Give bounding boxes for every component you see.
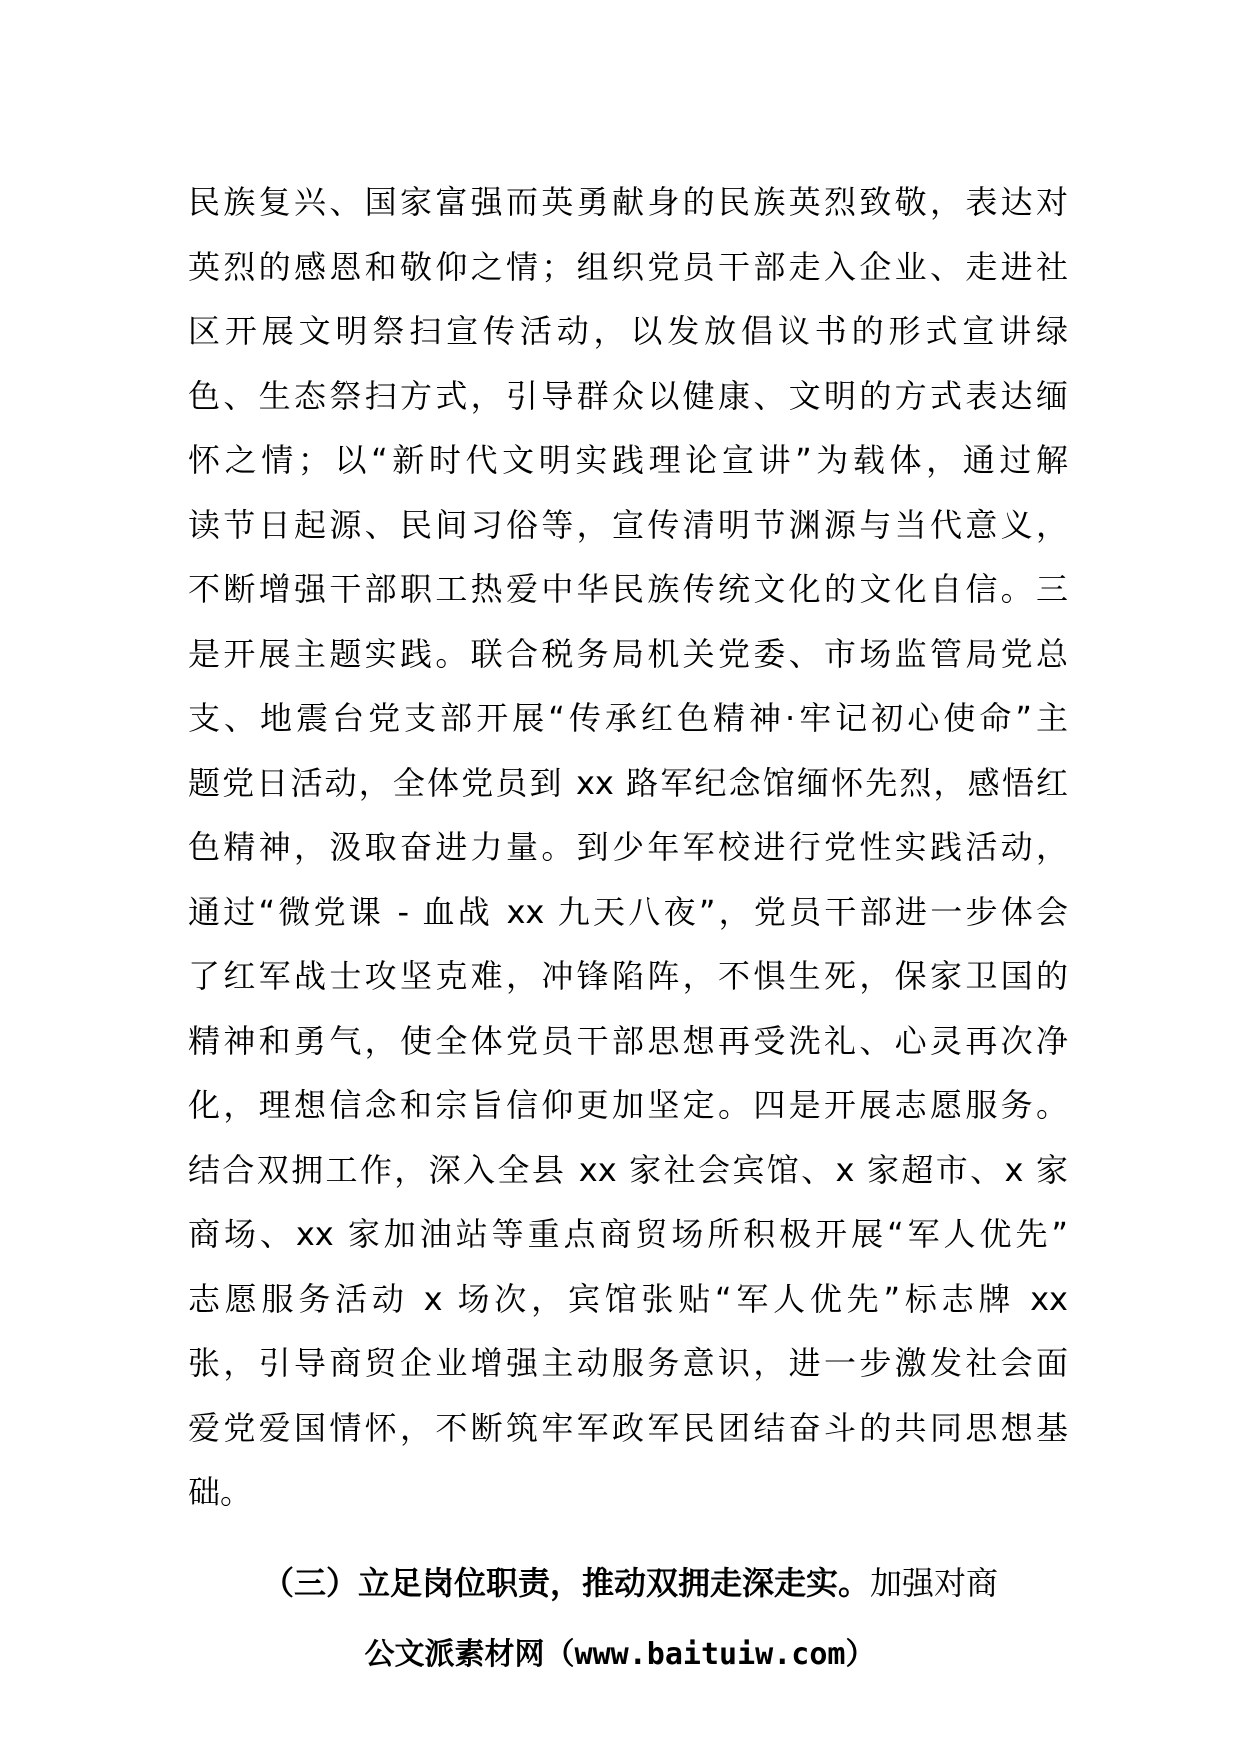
body-line: 通过“微党课 - 血战 xx 九天八夜”，党员干部进一步体会 xyxy=(188,892,1068,931)
body-line: 了红军战士攻坚克难，冲锋陷阵，不惧生死，保家卫国的 xyxy=(188,957,1068,995)
body-line: 张，引导商贸企业增强主动服务意识，进一步激发社会面 xyxy=(188,1344,1068,1382)
section-heading-line xyxy=(188,1551,1068,1616)
body-line: 怀之情；以“新时代文明实践理论宣讲”为载体，通过解 xyxy=(188,441,1068,479)
footer-watermark xyxy=(0,1630,1240,1680)
section-heading: （三）立足岗位职责，推动双拥走深走实。 xyxy=(262,1564,871,1602)
body-line: 色精神，汲取奋进力量。到少年军校进行党性实践活动， xyxy=(188,828,1068,866)
body-line: 志愿服务活动 x 场次，宾馆张贴“军人优先”标志牌 xx xyxy=(188,1279,1068,1318)
body-line: 精神和勇气，使全体党员干部思想再受洗礼、心灵再次净 xyxy=(188,1021,1068,1060)
footer-site-close: ） xyxy=(845,1637,876,1672)
section-heading-continuation: 加强对商 xyxy=(870,1564,999,1602)
body-line: 化，理想信念和宗旨信仰更加坚定。四是开展志愿服务。 xyxy=(188,1086,1068,1124)
body-line: 是开展主题实践。联合税务局机关党委、市场监管局党总 xyxy=(188,634,1068,673)
body-line: 不断增强干部职工热爱中华民族传统文化的文化自信。三 xyxy=(188,570,1068,608)
footer-site-name: 公文派素材网（ xyxy=(364,1637,575,1672)
body-line: 商场、xx 家加油站等重点商贸场所积极开展“军人优先” xyxy=(188,1215,1068,1253)
body-line: 色、生态祭扫方式，引导群众以健康、文明的方式表达缅 xyxy=(188,376,1068,415)
body-line: 民族复兴、国家富强而英勇献身的民族英烈致敬，表达对 xyxy=(188,183,1068,221)
body-line: 英烈的感恩和敬仰之情；组织党员干部走入企业、走进社 xyxy=(188,247,1068,286)
body-line: 区开展文明祭扫宣传活动，以发放倡议书的形式宣讲绿 xyxy=(188,312,1068,350)
footer-site-url: www.baituiw.com xyxy=(574,1637,846,1672)
body-line: 读节日起源、民间习俗等，宣传清明节渊源与当代意义， xyxy=(188,505,1068,544)
body-line: 题党日活动，全体党员到 xx 路军纪念馆缅怀先烈，感悟红 xyxy=(188,763,1068,802)
body-line: 础。 xyxy=(188,1473,253,1511)
body-line: 结合双拥工作，深入全县 xx 家社会宾馆、x 家超市、x 家 xyxy=(188,1150,1068,1189)
body-line: 爱党爱国情怀，不断筑牢军政军民团结奋斗的共同思想基 xyxy=(188,1408,1068,1447)
body-line: 支、地震台党支部开展“传承红色精神·牢记初心使命”主 xyxy=(188,699,1068,737)
body-paragraph xyxy=(188,170,1068,1525)
